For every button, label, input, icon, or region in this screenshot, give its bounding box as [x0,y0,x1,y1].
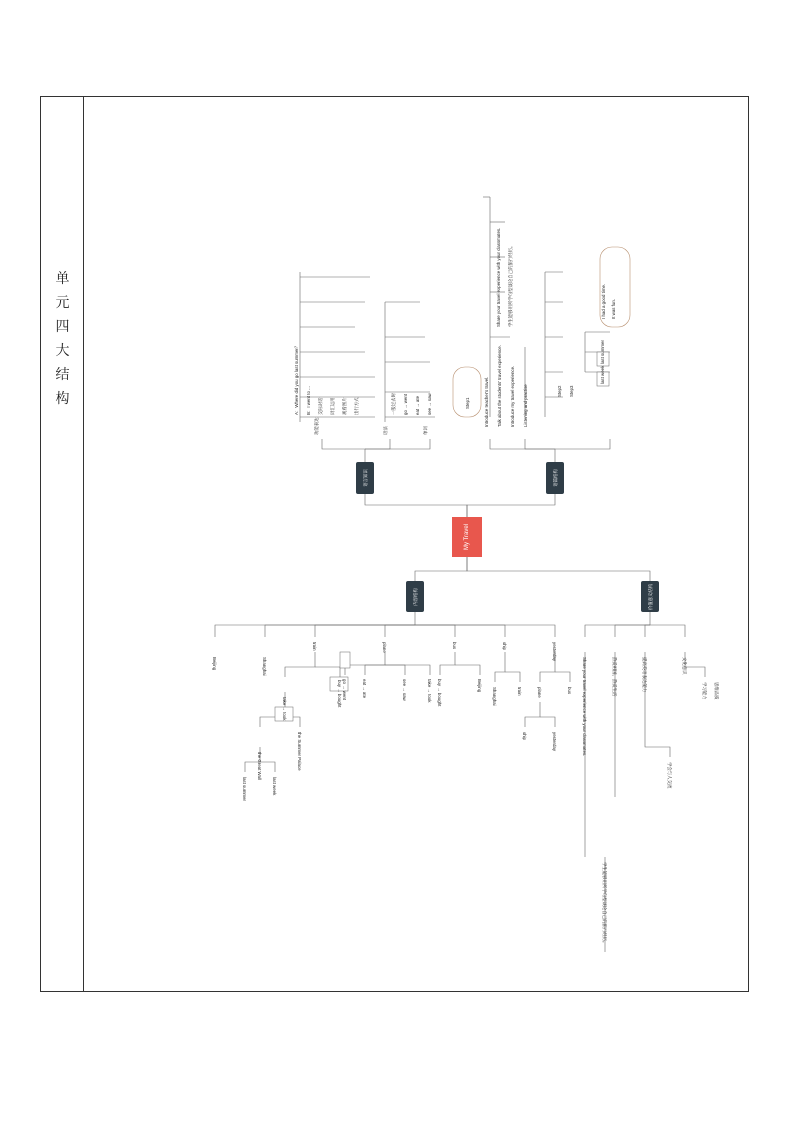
node-text: 语法 [383,426,388,435]
node-text: Step1 [465,397,470,409]
node-text: 文化意识 [682,657,687,675]
node-text: 思维品质 [714,682,719,700]
node-text: Beijing [212,657,217,671]
node-text: 功能表达 [314,417,319,435]
node-text: Introduce my travel experience. [510,365,515,427]
node-text: bus [452,642,457,650]
branch-label: 内容结构 [413,588,418,606]
node-text: Step2 [557,385,562,397]
node-text: last summer [242,777,247,801]
node-text: buy → bought [437,679,442,707]
node-text: 单词 [423,426,428,435]
node-text: bus [567,687,572,695]
node-text: 学生能够用所学句型谈论自己的旅行经历。 [602,862,607,946]
node-text: last week [272,777,277,796]
branch-label: 语篇结构 [553,469,558,487]
node-text: buy → bought [337,680,342,708]
node-text: ship [522,732,527,741]
node-text: last summer [600,340,605,364]
node-text: 提高英语表达能力 [642,657,647,693]
node-text: take → took [427,679,432,703]
node-text: yesterday [552,732,557,752]
title-char: 大 [55,343,70,359]
node-text: Talk about the students' travel experience. [497,345,502,427]
node-text: I had a good time. [601,283,606,319]
node-text: 一般过去时 [391,393,396,415]
node-text: 交际对话 [318,397,323,415]
node-text: Step3 [569,385,574,397]
node-text: 学会与人交流 [667,762,672,789]
structure-table [40,96,749,992]
title-column [41,97,84,991]
node-text: Shanghai [492,687,497,706]
node-text: 词汇运用 [330,397,335,415]
node-text: 出行方式 [354,397,359,415]
node-text: 热爱祖国，热爱生活 [612,657,617,697]
node-text: It was fun. [611,298,616,319]
title-char: 结 [55,367,70,383]
root-label: My Travel [464,523,470,551]
title-char: 构 [55,391,70,407]
node-text: Share your travel experience with your classmates. [496,227,501,327]
node-text: last week [600,365,605,384]
branch-label: 语言知识 [363,469,368,487]
branch-label: 价值意义结构 [648,583,653,611]
node-text: 学生能够用所学句型谈论自己的旅行经历。 [508,243,513,327]
node-text: ship [502,642,507,651]
node-text: eat → ate [415,395,420,415]
node-box [340,652,350,668]
node-text: plane [537,687,542,698]
node-text: yesterday [552,642,557,662]
mindmap-area [85,97,749,991]
node-text: plane [382,642,387,653]
node-text: see → saw [402,679,407,701]
node-text: A：Where did you go last summer？ [294,343,299,415]
node-text: Listening and practise [523,384,528,427]
vertical-title [41,267,84,411]
node-text: take → took [282,697,287,721]
node-text: eat → ate [362,679,367,699]
node-text: train [517,687,522,696]
node-text: 观看图片 [342,397,347,415]
node-text: Introduce teacher's travel. [484,376,489,427]
node-text: train [312,642,317,651]
node-text: Shanghai [262,657,267,676]
node-text: go → went [403,394,408,415]
node-text: Beijing [477,679,482,693]
node-text: the Summer Palace [297,732,302,771]
title-char: 元 [55,295,70,311]
node-text: 学习能力 [702,682,707,700]
node-text: B：I went to ... [306,386,311,415]
title-char: 四 [55,319,70,335]
node-text: see → saw [427,393,432,415]
title-char: 单 [55,271,70,287]
node-text: the Great Wall [257,752,262,780]
mindmap-diagram [85,97,749,991]
node-text: go → went [342,679,347,700]
node-text: Share your travel experience with your classmates. [582,657,587,757]
